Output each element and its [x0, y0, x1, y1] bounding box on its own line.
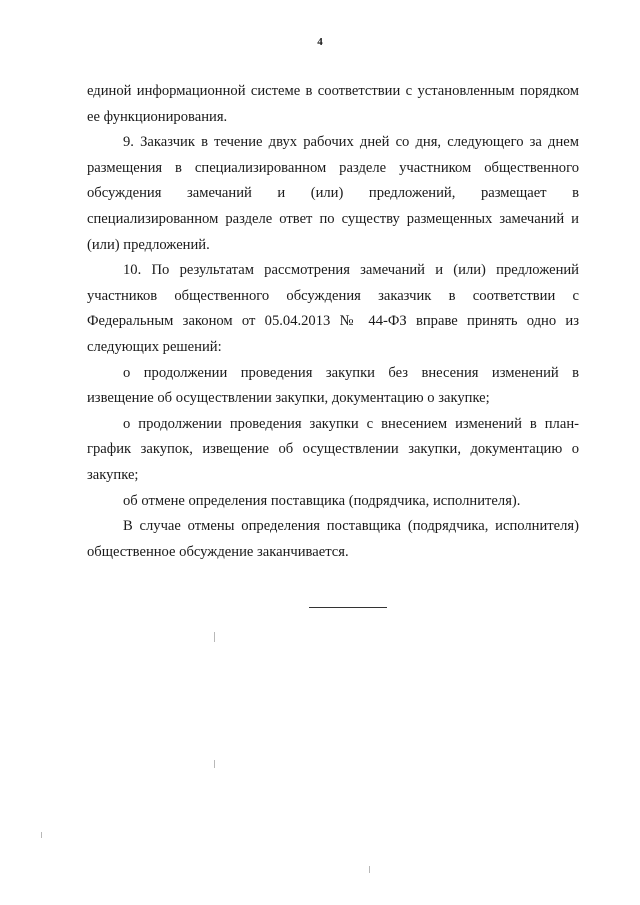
scan-speck	[41, 832, 42, 838]
paragraph-decision-option-2: о продолжении проведения закупки с внесением изменений в план-график закупок, извещение об осуществлении закупки, документацию о закупке;	[87, 415, 579, 483]
scan-speck	[214, 760, 215, 768]
paragraph-decision-option-3: об отмене определения поставщика (подрядчика, исполнителя).	[123, 492, 521, 509]
paragraph-clause-10: 10. По результатам рассмотрения замечаний и (или) предложений участников общественного обсуждения заказчик в соответствии с Федеральным законом от 05.04.2013 № 44-ФЗ вправе принять одно из следующих решений:	[87, 262, 579, 355]
paragraph-closing: В случае отмены определения поставщика (подрядчика, исполнителя) общественное обсуждение заканчивается.	[87, 518, 579, 560]
paragraph-clause-9: 9. Заказчик в течение двух рабочих дней со дня, следующего за днем размещения в специализированном разделе участником общественного обсуждения замечаний и (или) предложений, размещает в специализированном разделе ответ по существу размещенных замечаний и (или) предложений.	[87, 134, 579, 253]
scan-speck	[214, 632, 215, 642]
page-number: 4	[317, 36, 323, 48]
paragraph-decision-option-1: о продолжении проведения закупки без внесения изменений в извещение об осуществлении закупки, документацию о закупке;	[87, 364, 579, 407]
paragraph-continuation: единой информационной системе в соответствии с установленным порядком ее функционирования.	[87, 83, 579, 125]
scan-speck	[369, 866, 370, 873]
end-of-document-rule	[309, 607, 387, 608]
document-body	[87, 79, 579, 565]
